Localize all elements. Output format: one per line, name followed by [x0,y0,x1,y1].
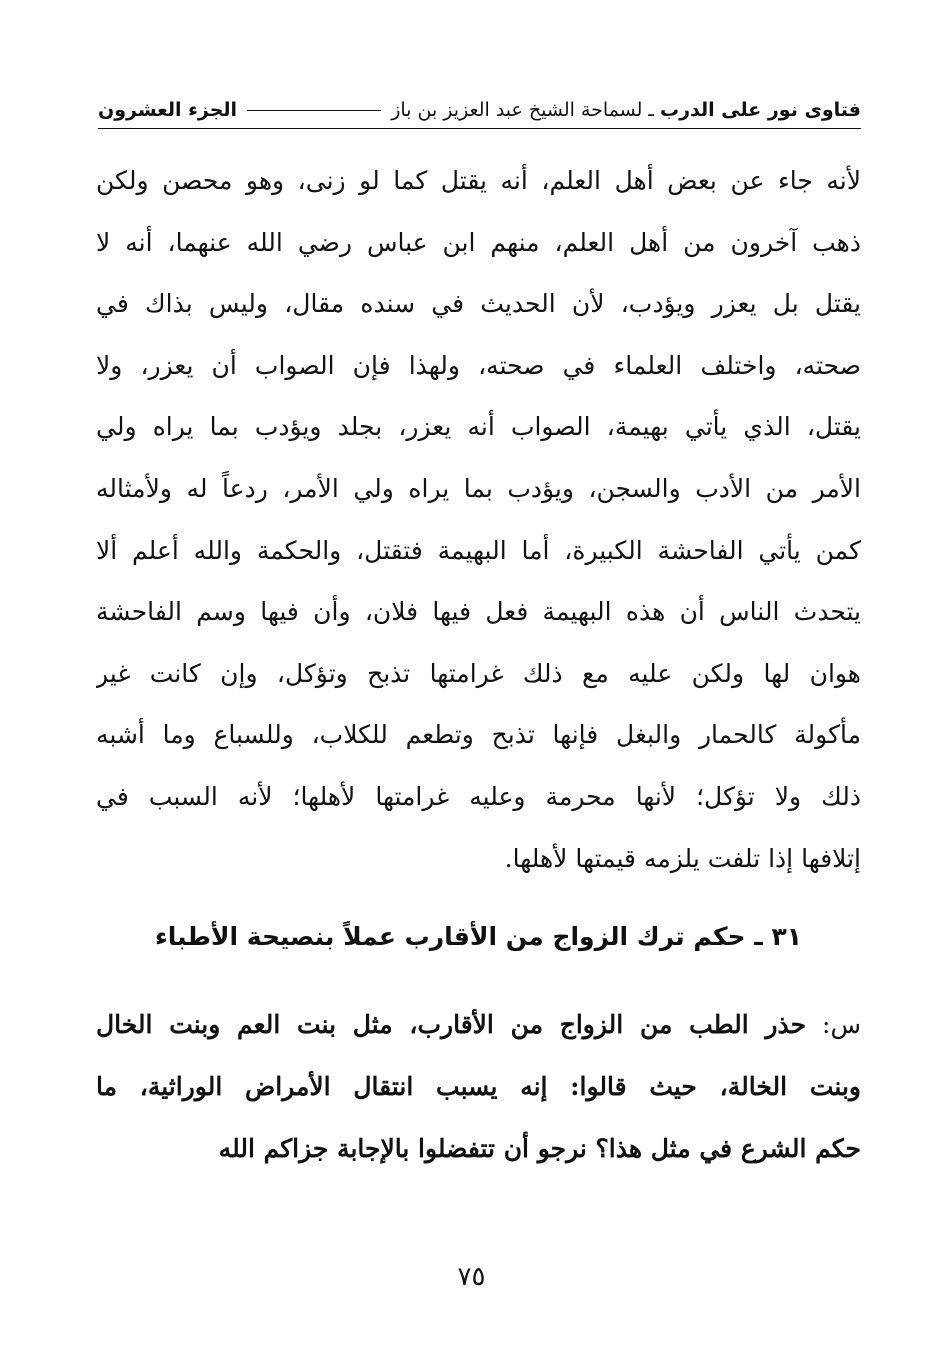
body-line: كمن يأتي الفاحشة الكبيرة، أما البهيمة فتقتل، والحكمة والله أعلم ألا [96,535,861,565]
body-line: لأنه جاء عن بعض أهل العلم، أنه يقتل كما لو زنى، وهو محصن ولكن [96,166,861,195]
body-line: يقتل بل يعزر ويؤدب، لأن الحديث في سنده مقال، وليس بذاك في [96,289,861,319]
question-line-text: حذر الطب من الزواج من الأقارب، مثل بنت العم وبنت الخال [96,1010,807,1039]
header-rule [247,110,381,111]
page-number: ٧٥ [457,1262,486,1292]
body-line: ذلك ولا تؤكل؛ لأنها محرمة وعليه غرامتها لأهلها؛ لأنه السبب في [96,781,861,811]
question-line: حكم الشرع في مثل هذا؟ نرجو أن تتفضلوا بالإجابة جزاكم الله [218,1134,861,1163]
body-line: هوان لها ولكن عليه مع ذلك غرامتها تذبح وتؤكل، وإن كانت غير [96,658,861,688]
body-line: يتحدث الناس أن هذه البهيمة فعل فيها فلان، وأن فيها وسم الفاحشة [96,597,861,627]
body-line: مأكولة كالحمار والبغل فإنها تذبح وتطعم للكلاب، وللسباع وما أشبه [96,720,861,750]
header-volume: الجزء العشرون [98,99,238,121]
question-block [96,994,861,1180]
body-line: الأمر من الأدب والسجن، ويؤدب بما يراه ولي الأمر، ردعاً له ولأمثاله [96,473,861,503]
question-line: وبنت الخالة، حيث قالوا: إنه يسبب انتقال الأمراض الوراثية، ما [96,1072,861,1101]
question-prefix: س: [806,1010,861,1039]
section-heading: ٣١ ـ حكم ترك الزواج من الأقارب عملاً بنصيحة الأطباء [154,922,803,951]
header-series-title: فتاوى نور على الدرب [660,99,861,121]
body-line: صحته، واختلف العلماء في صحته، ولهذا فإن الصواب أن يعزر، ولا [96,350,861,380]
body-line: ذهب آخرون من أهل العلم، منهم ابن عباس رضي الله عنهما، أنه لا [96,227,861,257]
body-line: يقتل، الذي يأتي بهيمة، الصواب أنه يعزر، بجلد ويؤدب بما يراه ولي [96,412,861,442]
header-author: لسماحة الشيخ عبد العزيز بن باز [391,99,643,121]
question-line [96,994,861,1056]
body-line: إتلافها إذا تلفت يلزمه قيمتها لأهلها. [504,843,861,873]
header-separator: ـ [648,99,654,121]
running-header [98,92,861,129]
body-paragraph [96,150,861,889]
